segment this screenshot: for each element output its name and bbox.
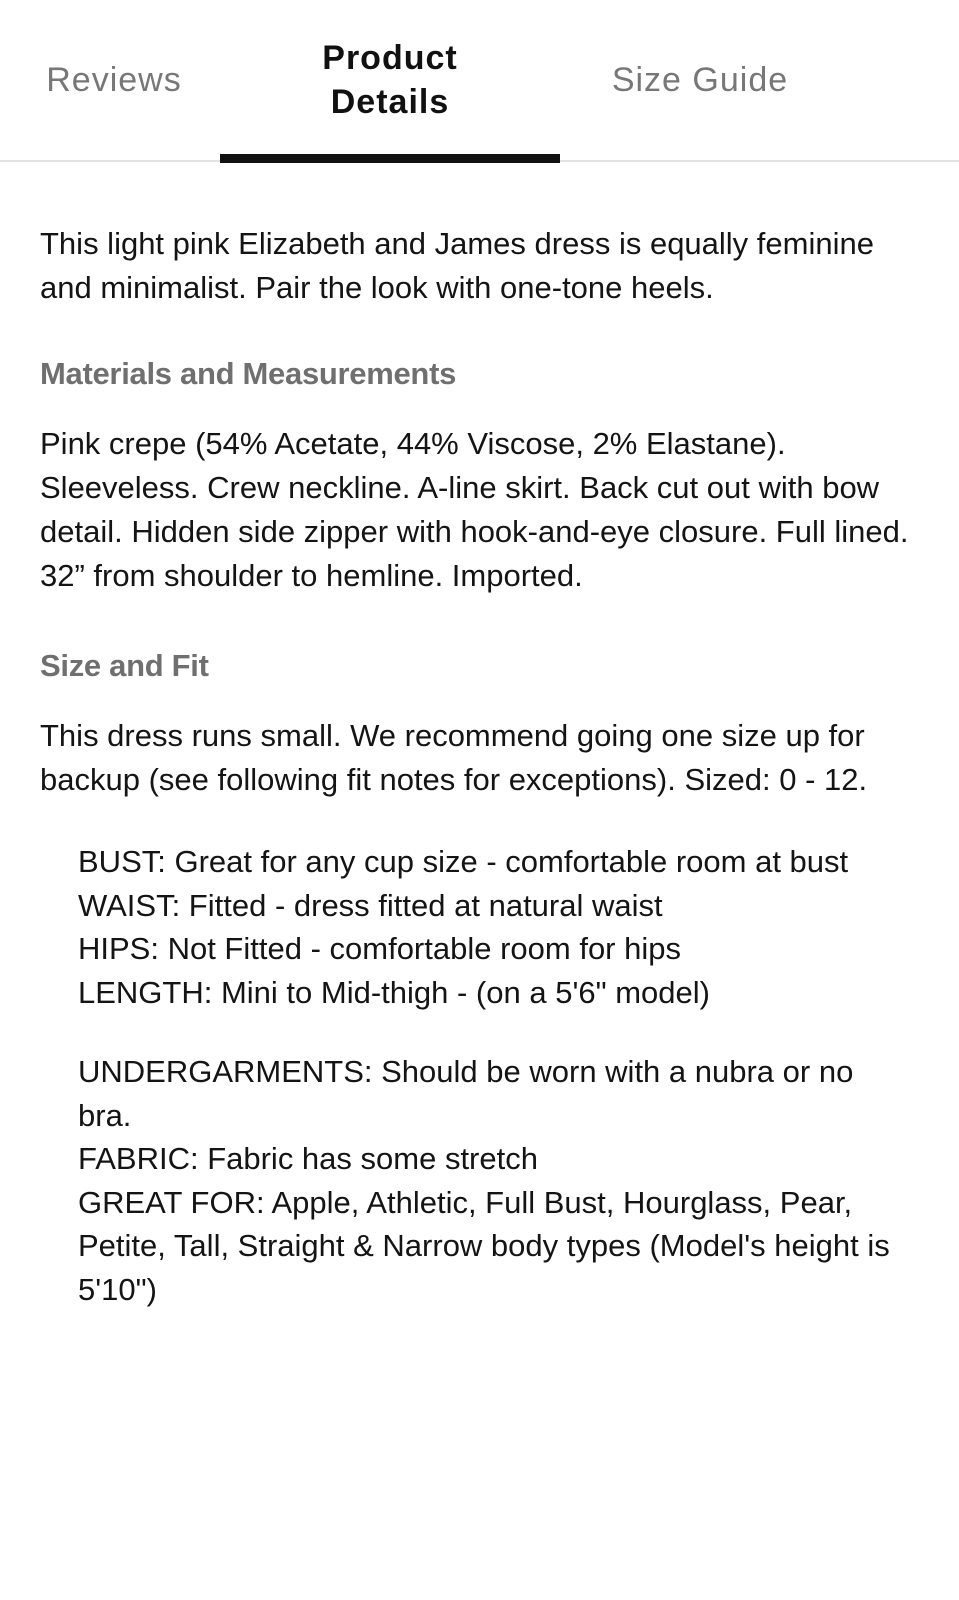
tab-reviews[interactable] <box>0 0 228 160</box>
tab-product-details-label-line1: Product <box>322 39 458 77</box>
fit-note-waist: WAIST: Fitted - dress fitted at natural waist <box>78 887 663 923</box>
fit-note-undergarments: UNDERGARMENTS: Should be worn with a nubra or no bra. <box>78 1054 854 1133</box>
size-fit-text: This dress runs small. We recommend going one size up for backup (see following fit notes for exceptions). Sized: 0 - 12. <box>40 718 868 797</box>
fit-note-bust: BUST: Great for any cup size - comfortable room at bust <box>78 844 849 879</box>
fit-note-length: LENGTH: Mini to Mid-thigh - (on a 5'6" model) <box>78 974 710 1010</box>
materials-text: Pink crepe (54% Acetate, 44% Viscose, 2% Elastane). Sleeveless. Crew neckline. A-line skirt. Back cut out with bow detail. Hidden side zipper with hook-and-eye closure. Full lined. 32” from shoulder to hemline. Imported. <box>40 426 909 593</box>
tab-product-details-label-line2: Details <box>330 83 450 121</box>
tab-product-details[interactable] <box>220 0 560 160</box>
product-details-panel <box>40 222 920 1311</box>
tab-size-guide[interactable] <box>560 0 840 160</box>
size-fit-heading: Size and Fit <box>40 648 209 683</box>
materials-heading: Materials and Measurements <box>40 356 457 391</box>
fit-notes <box>78 840 898 1311</box>
tab-bar <box>0 0 959 162</box>
fit-note-fabric: FABRIC: Fabric has some stretch <box>78 1141 538 1176</box>
tab-size-guide-label: Size Guide <box>611 60 789 99</box>
product-description: This light pink Elizabeth and James dress is equally feminine and minimalist. Pair the look with one-tone heels. <box>40 226 874 305</box>
active-tab-indicator <box>220 154 560 163</box>
fit-note-hips: HIPS: Not Fitted - comfortable room for hips <box>78 931 681 966</box>
tab-reviews-label: Reviews <box>46 60 182 99</box>
fit-note-great-for: GREAT FOR: Apple, Athletic, Full Bust, Hourglass, Pear, Petite, Tall, Straight & Narrow body types (Model's height is 5'10") <box>78 1184 890 1307</box>
fit-notes-spacer <box>78 1014 898 1050</box>
